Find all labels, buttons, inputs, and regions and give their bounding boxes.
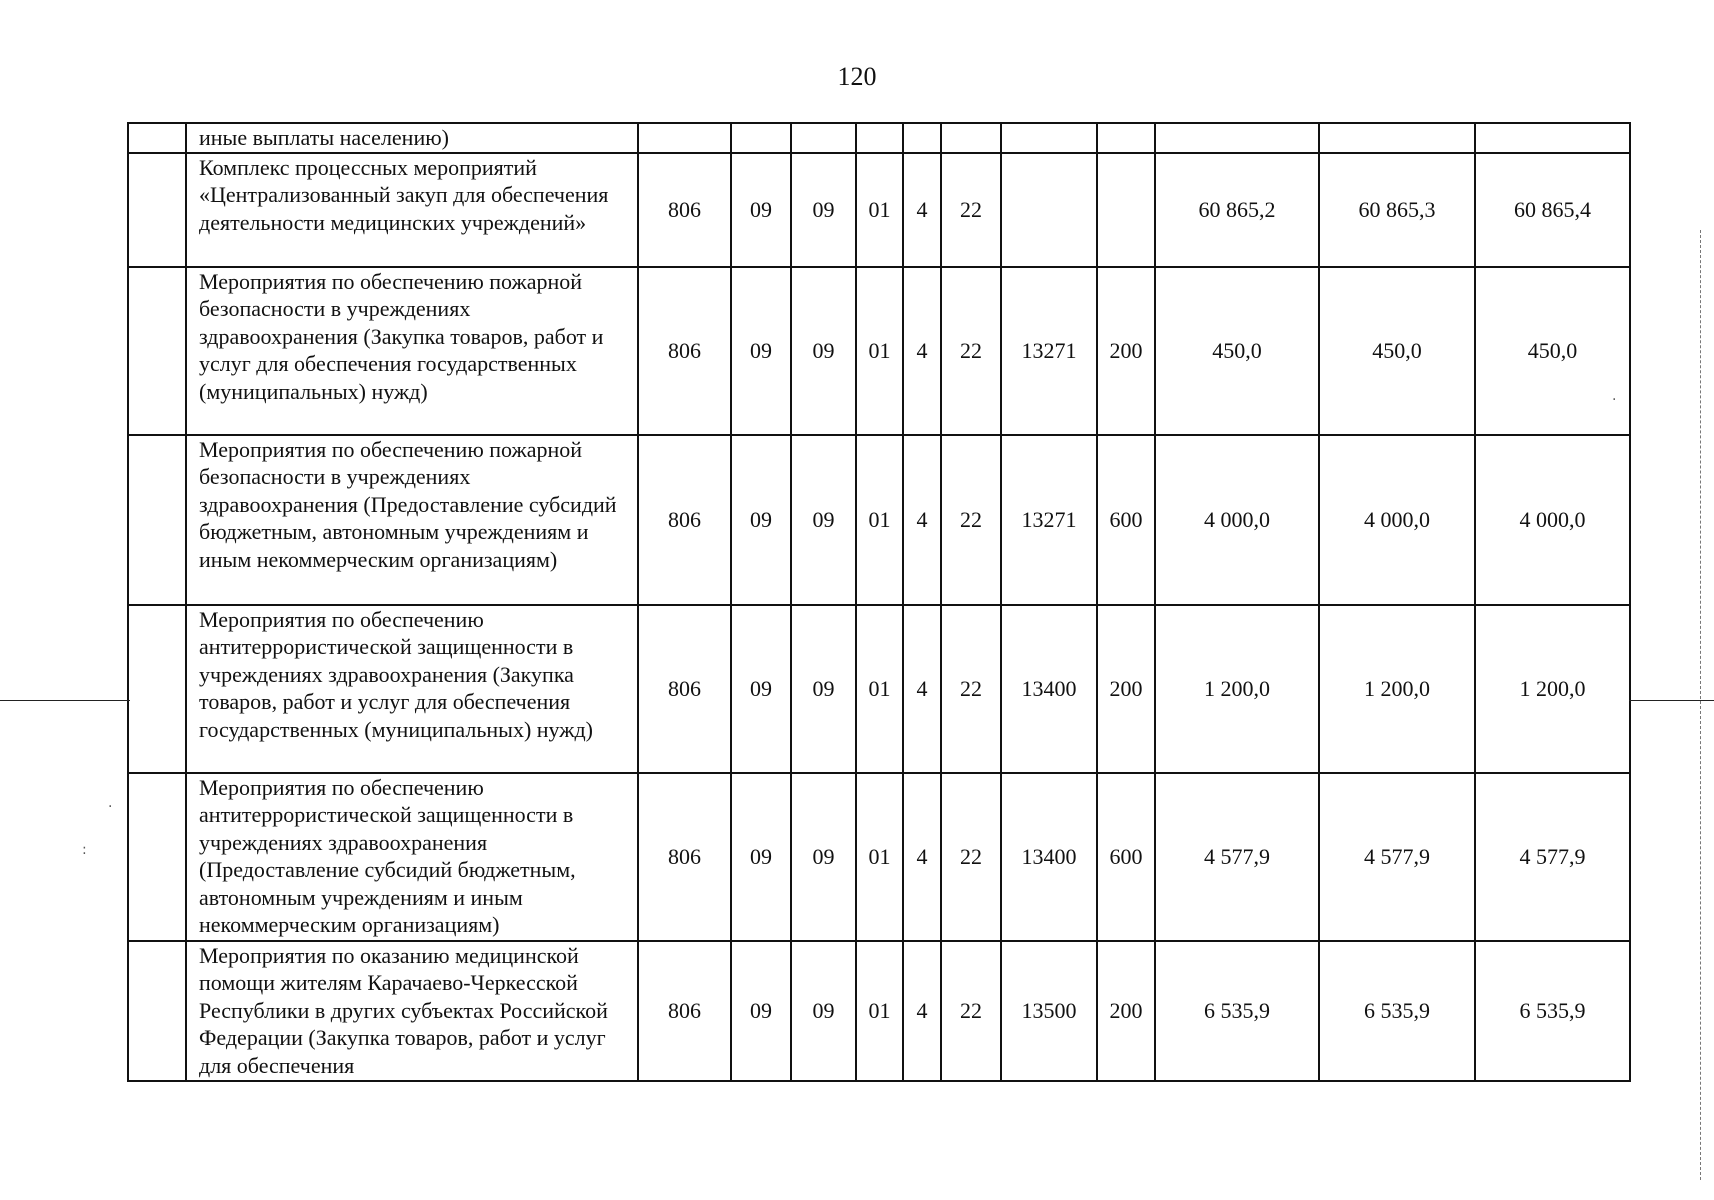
amount-year-3: 4 000,0: [1475, 435, 1630, 605]
amount-year-2: 6 535,9: [1319, 941, 1475, 1081]
subprogram-code: 4: [903, 773, 941, 941]
ministry-code: 806: [638, 941, 731, 1081]
table-row: [128, 605, 1630, 773]
row-number-cell: [128, 267, 186, 435]
subprogram-code: 4: [903, 941, 941, 1081]
row-description: иные выплаты населению): [186, 123, 638, 153]
main-event-code: [941, 123, 1001, 153]
scan-line-right: [1629, 700, 1714, 701]
main-event-code: 22: [941, 153, 1001, 267]
main-event-code: 22: [941, 773, 1001, 941]
subprogram-code: 4: [903, 605, 941, 773]
row-number-cell: [128, 435, 186, 605]
section-code: 09: [731, 941, 791, 1081]
amount-year-2: 60 865,3: [1319, 153, 1475, 267]
table-row: [128, 153, 1630, 267]
expense-type-code: [1097, 123, 1155, 153]
expense-type-code: 200: [1097, 941, 1155, 1081]
expense-type-code: 200: [1097, 605, 1155, 773]
amount-year-3: 6 535,9: [1475, 941, 1630, 1081]
program-code: 01: [856, 941, 903, 1081]
table-row: [128, 123, 1630, 153]
scan-line-left: [0, 700, 130, 701]
main-event-code: 22: [941, 267, 1001, 435]
subsection-code: 09: [791, 773, 856, 941]
direction-code: 13500: [1001, 941, 1097, 1081]
ministry-code: 806: [638, 773, 731, 941]
direction-code: 13400: [1001, 773, 1097, 941]
amount-year-1: 1 200,0: [1155, 605, 1319, 773]
amount-year-2: 4 577,9: [1319, 773, 1475, 941]
ministry-code: 806: [638, 267, 731, 435]
table-row: [128, 435, 1630, 605]
amount-year-3: [1475, 123, 1630, 153]
subsection-code: 09: [791, 153, 856, 267]
amount-year-3: 4 577,9: [1475, 773, 1630, 941]
subsection-code: 09: [791, 435, 856, 605]
program-code: 01: [856, 605, 903, 773]
row-number-cell: [128, 941, 186, 1081]
section-code: [731, 123, 791, 153]
row-number-cell: [128, 605, 186, 773]
subprogram-code: 4: [903, 153, 941, 267]
subsection-code: 09: [791, 267, 856, 435]
row-description: Мероприятия по обеспечению пожарной безопасности в учреждениях здравоохранения (Предоставление субсидий бюджетным, автономным учреждениям и иным некоммерческим организациям): [186, 435, 638, 605]
page-number: 120: [837, 62, 877, 91]
expense-type-code: [1097, 153, 1155, 267]
direction-code: [1001, 153, 1097, 267]
direction-code: 13400: [1001, 605, 1097, 773]
row-description: Комплекс процессных мероприятий «Централизованный закуп для обеспечения деятельности медицинских учреждений»: [186, 153, 638, 267]
amount-year-2: 4 000,0: [1319, 435, 1475, 605]
table-row: [128, 773, 1630, 941]
row-number-cell: [128, 153, 186, 267]
scan-speck: :: [82, 842, 87, 858]
section-code: 09: [731, 153, 791, 267]
row-number-cell: [128, 773, 186, 941]
direction-code: 13271: [1001, 267, 1097, 435]
amount-year-3: 60 865,4: [1475, 153, 1630, 267]
expense-type-code: 600: [1097, 773, 1155, 941]
row-description: Мероприятия по оказанию медицинской помощи жителям Карачаево-Черкесской Республики в других субъектах Российской Федерации (Закупка товаров, работ и услуг для обеспечения: [186, 941, 638, 1081]
amount-year-2: [1319, 123, 1475, 153]
amount-year-1: 4 577,9: [1155, 773, 1319, 941]
program-code: 01: [856, 773, 903, 941]
program-code: 01: [856, 435, 903, 605]
section-code: 09: [731, 773, 791, 941]
ministry-code: 806: [638, 435, 731, 605]
subprogram-code: 4: [903, 267, 941, 435]
amount-year-3: 450,0: [1475, 267, 1630, 435]
program-code: 01: [856, 267, 903, 435]
ministry-code: 806: [638, 153, 731, 267]
amount-year-1: 4 000,0: [1155, 435, 1319, 605]
subsection-code: 09: [791, 941, 856, 1081]
program-code: 01: [856, 153, 903, 267]
main-event-code: 22: [941, 941, 1001, 1081]
section-code: 09: [731, 605, 791, 773]
table-row: [128, 267, 1630, 435]
ministry-code: [638, 123, 731, 153]
amount-year-2: 1 200,0: [1319, 605, 1475, 773]
program-code: [856, 123, 903, 153]
direction-code: [1001, 123, 1097, 153]
amount-year-1: [1155, 123, 1319, 153]
amount-year-1: 450,0: [1155, 267, 1319, 435]
subsection-code: 09: [791, 605, 856, 773]
expense-type-code: 600: [1097, 435, 1155, 605]
scan-speck: .: [108, 795, 113, 811]
subsection-code: [791, 123, 856, 153]
expense-type-code: 200: [1097, 267, 1155, 435]
amount-year-1: 60 865,2: [1155, 153, 1319, 267]
row-description: Мероприятия по обеспечению антитеррористической защищенности в учреждениях здравоохранения (Предоставление субсидий бюджетным, автономным учреждениям и иным некоммерческим организациям): [186, 773, 638, 941]
row-description: Мероприятия по обеспечению пожарной безопасности в учреждениях здравоохранения (Закупка товаров, работ и услуг для обеспечения государственных (муниципальных) нужд): [186, 267, 638, 435]
table-row: [128, 941, 1630, 1081]
budget-table: [127, 122, 1631, 1082]
subprogram-code: 4: [903, 435, 941, 605]
scan-margin-line: [1700, 230, 1701, 1180]
direction-code: 13271: [1001, 435, 1097, 605]
scan-speck: .: [1612, 388, 1617, 404]
amount-year-1: 6 535,9: [1155, 941, 1319, 1081]
row-description: Мероприятия по обеспечению антитеррористической защищенности в учреждениях здравоохранения (Закупка товаров, работ и услуг для обеспечения государственных (муниципальных) нужд): [186, 605, 638, 773]
amount-year-3: 1 200,0: [1475, 605, 1630, 773]
main-event-code: 22: [941, 605, 1001, 773]
section-code: 09: [731, 435, 791, 605]
amount-year-2: 450,0: [1319, 267, 1475, 435]
main-event-code: 22: [941, 435, 1001, 605]
row-number-cell: [128, 123, 186, 153]
subprogram-code: [903, 123, 941, 153]
ministry-code: 806: [638, 605, 731, 773]
section-code: 09: [731, 267, 791, 435]
